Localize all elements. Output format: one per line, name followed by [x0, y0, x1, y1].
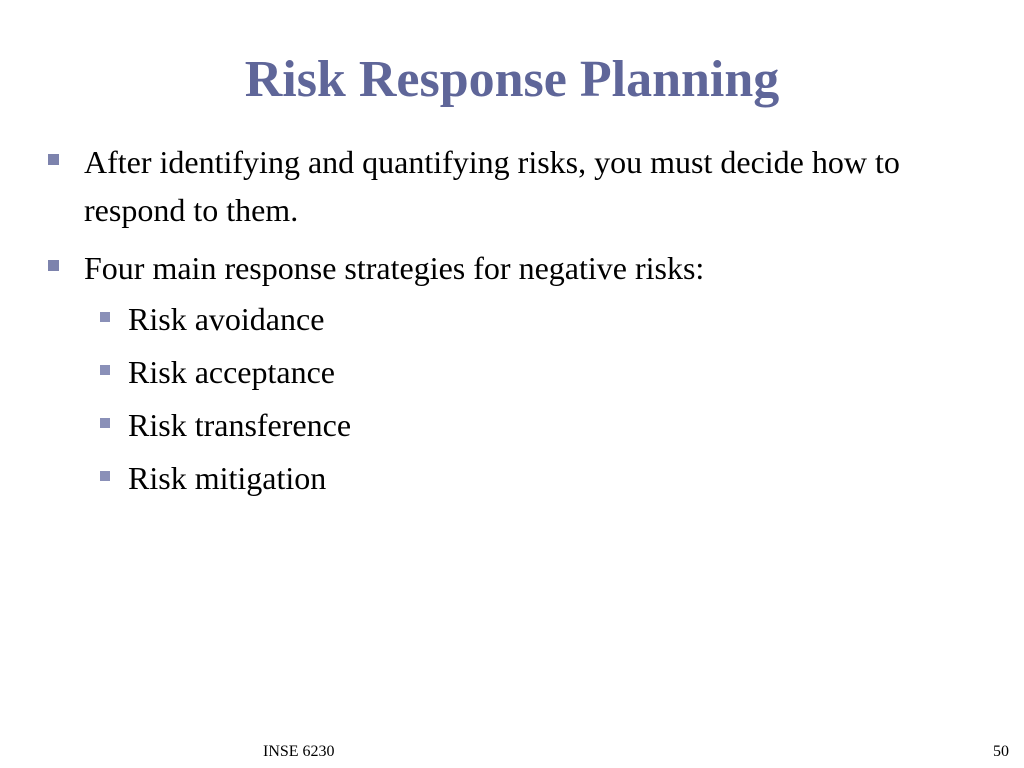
sub-bullet-text: Risk acceptance: [128, 354, 335, 390]
sub-bullet-text: Risk avoidance: [128, 301, 325, 337]
bullet-text: Four main response strategies for negative risks:: [84, 250, 705, 286]
square-bullet-icon: [100, 365, 110, 375]
sub-bullet-item: [128, 454, 828, 502]
sub-bullet-text: Risk transference: [128, 407, 352, 443]
bullet-item: [84, 244, 904, 292]
sub-bullet-item: [128, 295, 828, 343]
footer-course: INSE 6230: [263, 743, 335, 760]
bullet-text: After identifying and quantifying risks, you must decide how to respond to them.: [84, 144, 900, 228]
slide-title: Risk Response Planning: [244, 51, 780, 108]
square-bullet-icon: [48, 154, 59, 165]
square-bullet-icon: [100, 312, 110, 322]
bullet-item: [84, 138, 904, 234]
sub-bullet-item: [128, 401, 828, 449]
square-bullet-icon: [100, 418, 110, 428]
footer-page-number: 50: [993, 743, 1009, 760]
square-bullet-icon: [48, 260, 59, 271]
sub-bullet-item: [128, 348, 828, 396]
sub-bullet-text: Risk mitigation: [128, 460, 327, 496]
square-bullet-icon: [100, 471, 110, 481]
